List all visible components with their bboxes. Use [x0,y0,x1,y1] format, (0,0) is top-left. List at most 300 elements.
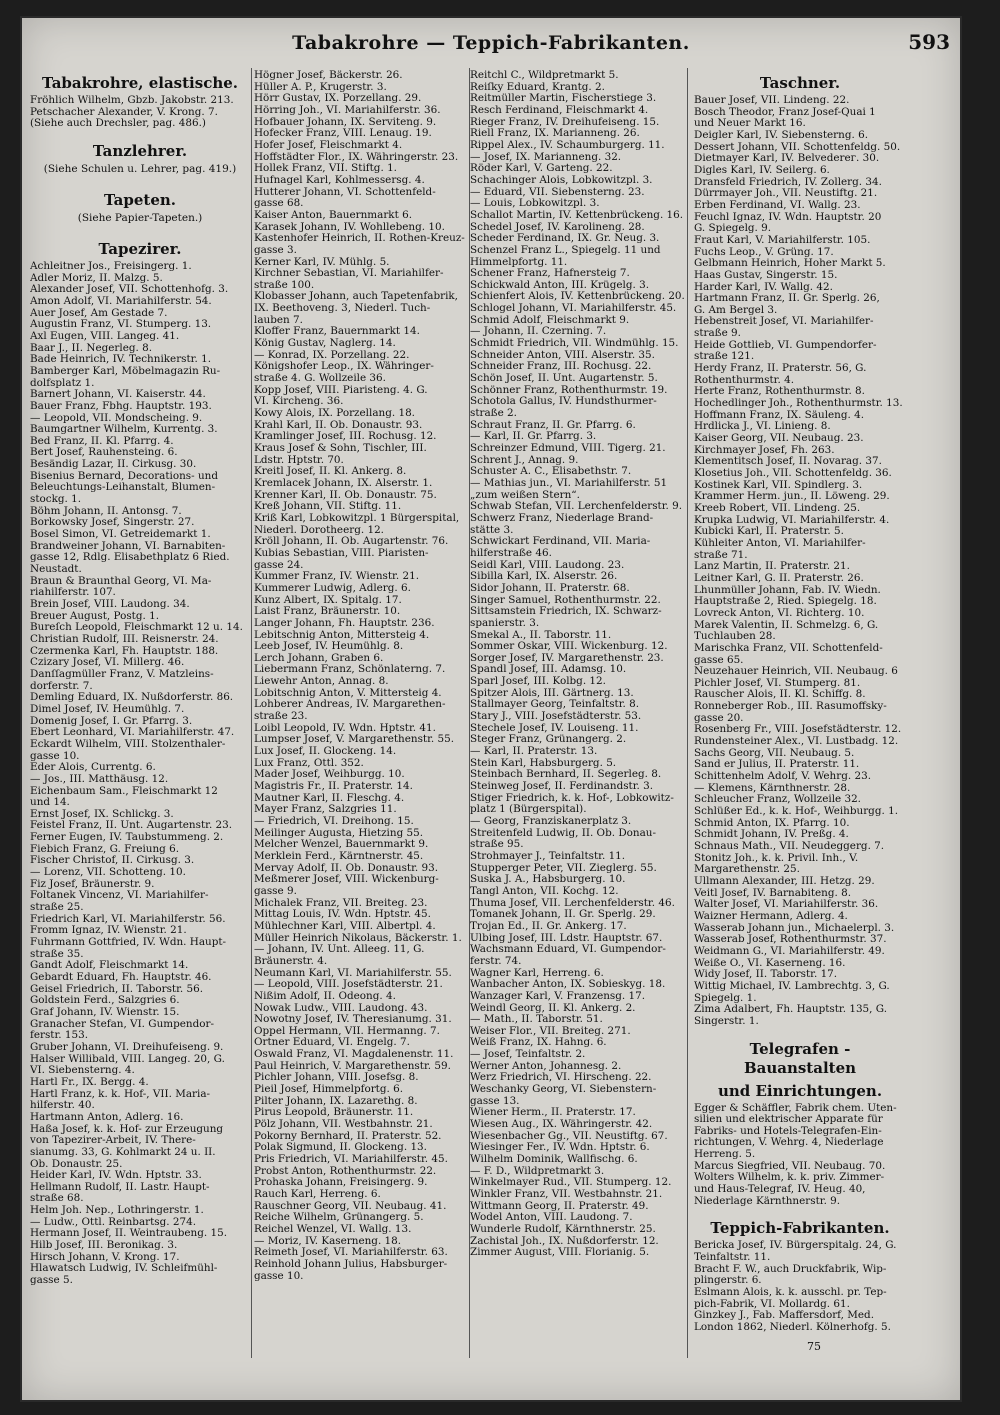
directory-entry: Spiegelg. 1. [694,992,757,1004]
directory-entry: — Leopold, VII. Mondscheing. 9. [30,412,203,424]
directory-entry: straße 25. [30,902,84,914]
directory-entry: Schwab Stefan, VII. Lerchenfelderstr. 9. [470,501,683,513]
directory-entry: Kreß Johann, VII. Stiftg. 11. [254,501,402,513]
directory-entry: Hoffmann Franz, IX. Säuleng. 4. [694,409,865,421]
directory-entry: Lhunmüller Johann, Fab. IV. Wiedn. [694,584,881,596]
directory-entry: Zima Adalbert, Fh. Hauptstr. 135, G. [694,1004,888,1016]
directory-entry: Herte Franz, Rothenthurmstr. 8. [694,386,865,398]
directory-entry: Marcus Siegfried, VII. Neubaug. 70. [694,1160,886,1172]
directory-entry: Schwickart Ferdinand, VII. Maria- [470,536,651,548]
directory-entry: Ferner Eugen, IV. Taubstummeng. 2. [30,832,224,844]
directory-entry: Mittag Louis, IV. Wdn. Hptstr. 45. [254,909,431,921]
directory-entry: Mautner Karl, II. Fleschg. 4. [254,792,405,804]
directory-entry: Gruber Johann, VI. Dreihufeiseng. 9. [30,1041,224,1053]
directory-entry: Eckardt Wilhelm, VIII. Stolzenthaler- [30,738,226,750]
directory-entry: straße 68. [30,1193,84,1205]
directory-entry: Fröhlich Wilhelm, Gbzb. Jakobstr. 213. [30,95,234,106]
directory-entry: Schön Josef, II. Unt. Augartenstr. 5. [470,373,658,385]
directory-entry: Beleuchtungs-Leihanstalt, Blumen- [30,482,216,494]
directory-entry: Breuer August, Postg. 1. [30,610,160,622]
directory-entry: Margarethenstr. 25. [694,864,800,876]
directory-entry: Fuhrmann Gottfried, IV. Wdn. Haupt- [30,937,227,949]
directory-entry: — Karl, II. Gr. Pfarrg. 3. [470,431,597,443]
directory-entry: Petschacher Alexander, V. Krong. 7. [30,106,218,118]
directory-entry: Bade Heinrich, IV. Technikerstr. 1. [30,354,212,366]
directory-entry: gasse 10. [30,750,80,762]
directory-entry: — Karl, II. Praterstr. 13. [470,746,598,758]
directory-entry: Wolters Wilhelm, k. k. priv. Zimmer- [694,1172,885,1184]
directory-entry: Spandl Josef, III. Adamsg. 10. [470,664,627,676]
directory-entry: Weschanky Georg, VI. Siebenstern- [470,1084,657,1096]
directory-entry: stätte 3. [470,524,514,536]
directory-entry: Pölz Johann, VII. Westbahnstr. 21. [254,1119,433,1131]
directory-entry: Heide Gottlieb, VI. Gumpendorfer- [694,339,877,351]
directory-entry: Meilinger Augusta, Hietzing 55. [254,827,424,839]
directory-entry: Christian Rudolf, III. Reisnerstr. 24. [30,633,219,645]
directory-entry: Scheder Ferdinand, IX. Gr. Neug. 3. [470,233,660,245]
directory-entry: Herreng. 5. [694,1149,756,1161]
directory-entry: Lanz Martin, II. Praterstr. 21. [694,561,850,573]
column-4 [694,70,906,1370]
directory-entry: Tangl Anton, VII. Kochg. 12. [470,885,619,897]
directory-entry: Werz Friedrich, VI. Hirscheng. 22. [470,1072,652,1084]
directory-entry: Hartmann Franz, II. Gr. Sperlg. 26, [694,293,880,305]
directory-entry: Schönner Franz, Rothenthurmstr. 19. [470,384,668,396]
directory-entry: Lux Franz, Ottl. 352. [254,757,364,769]
directory-entry: Bureſch Leopold, Fleischmarkt 12 u. 14. [30,622,243,634]
directory-entry: Lebitschnig Anton, Mittersteig 4. [254,629,430,641]
directory-entry: Wanbacher Anton, IX. Sobieskyg. 18. [470,979,666,991]
directory-entry: Hrdlicka J., VI. Linieng. 8. [694,421,831,433]
directory-entry: straße 71. [694,549,748,561]
directory-entry: Loibl Leopold, IV. Wdn. Hptstr. 41. [254,722,436,734]
directory-entry: Bericka Josef, IV. Bürgerspitalg. 24, G. [694,1240,897,1252]
directory-entry: Schrent J., Annag. 9. [470,454,579,466]
footer-mark: 75 [807,1340,821,1353]
directory-entry: lauben 7. [254,314,303,326]
directory-entry: straße 23. [254,711,308,723]
section-heading: Teppich-Fabrikanten. [710,1219,890,1238]
directory-entry: Fuchs Leop., V. Grüng. 17. [694,246,834,258]
directory-entry: Schlogel Johann, VI. Mariahilferstr. 45. [470,303,677,315]
directory-entry: Schwerz Franz, Niederlage Brand- [470,512,654,524]
directory-entry: Hofecker Franz, VIII. Lenaug. 19. [254,128,432,140]
directory-entry: Gelbmann Heinrich, Hoher Markt 5. [694,258,886,270]
directory-entry: Axl Eugen, VIII. Langeg. 41. [30,330,180,342]
directory-entry: Wiesen Aug., IX. Währingerstr. 42. [470,1119,653,1131]
directory-entry: London 1862, Niederl. Kölnerhofg. 5. [694,1322,891,1333]
directory-entry: Lobitschnig Anton, V. Mittersteig 4. [254,687,442,699]
directory-entry: Barnert Johann, VI. Kaiserstr. 44. [30,389,206,401]
directory-entry: Haas Gustav, Singerstr. 15. [694,269,838,281]
directory-entry: Niederl. Dorotheerg. 12. [254,524,384,536]
directory-entry: Seidl Karl, VIII. Laudong. 23. [470,559,625,571]
directory-entry: Reinhold Johann Julius, Habsburger- [254,1258,448,1270]
directory-entry: Ullmann Alexander, III. Hetzg. 29. [694,875,875,887]
directory-entry: — Louis, Lobkowitzpl. 3. [470,198,600,210]
directory-entry: Paul Heinrich, V. Margarethenstr. 59. [254,1060,451,1072]
directory-entry: straße 121. [694,351,755,363]
directory-entry: Hellmann Rudolf, II. Lastr. Haupt- [30,1181,210,1193]
section-heading: Telegrafen - Bauanstalten [743,1039,857,1077]
directory-entry: gasse 5. [30,1275,73,1287]
directory-entry: Niederlage Kärnthnerstr. 9. [694,1195,841,1207]
directory-entry: pich-Fabrik, VI. Mollardg. 61. [694,1298,850,1310]
directory-entry: und 14. [30,797,70,809]
directory-entry: Stonitz Joh., k. k. Privil. Inh., V. [694,852,859,864]
directory-entry: und Haus-Telegraf, IV. Heug. 40, [694,1184,866,1196]
directory-entry: Hebenstreit Josef, VI. Mariahilfer- [694,316,874,328]
directory-entry: Schittenhelm Adolf, V. Wehrg. 23. [694,771,871,783]
directory-entry: gasse 13. [470,1095,520,1107]
directory-entry: Pokorny Bernhard, II. Praterstr. 52. [254,1130,442,1142]
directory-entry: Klosetius Joh., VII. Schottenfeldg. 36. [694,468,892,479]
directory-entry: Sand er Julius, II. Praterstr. 11. [694,759,860,771]
directory-entry: Neuzehauer Heinrich, VII. Neubaug. 6 [694,666,898,678]
directory-entry: Smekal A., II. Taborstr. 11. [470,629,612,641]
directory-entry: dorferstr. 7. [30,680,93,692]
directory-entry: Lohberer Andreas, IV. Margarethen- [254,699,446,711]
directory-entry: hilferstr. 40. [30,1100,95,1112]
directory-entry: Hofbauer Johann, IX. Serviteng. 9. [254,116,437,128]
directory-entry: Fiz Josef, Bräunerstr. 9. [30,878,155,890]
directory-entry: Halser Willibald, VIII. Langeg. 20, G. [30,1053,225,1065]
directory-entry: Marischka Franz, VII. Schottenfeld- [694,642,883,654]
section-heading: Tapezirer. [98,239,182,258]
directory-entry: Schickwald Anton, III. Krügelg. 3. [470,279,649,291]
directory-entry: Schneider Anton, VIII. Alserstr. 35. [470,349,655,361]
directory-entry: Kaiser Georg, VII. Neubaug. 23. [694,433,864,445]
directory-entry: Oswald Franz, VI. Magdalenenstr. 11. [254,1049,454,1061]
section-gap [30,130,250,138]
directory-entry: Himmelpfortg. 11. [470,256,568,268]
directory-entry: Bisenius Bernard, Decorations- und [30,470,218,482]
directory-entry: Feistel Franz, II. Unt. Augartenstr. 23. [30,820,233,832]
directory-entry: Rauscher Alois, II. Kl. Schiffg. 8. [694,689,866,701]
directory-entry: Pieil Josef, Himmelpfortg. 6. [254,1084,404,1096]
directory-entry: Mayer Franz, Salzgries 11. [254,804,397,816]
directory-entry: Hutterer Johann, VI. Schottenfeld- [254,186,436,198]
directory-entry: Schener Franz, Hafnersteig 7. [470,268,630,280]
directory-entry: Zachistal Joh., IX. Nußdorferstr. 12. [470,1235,659,1247]
directory-entry: Achleitner Jos., Freisingerg. 1. [30,260,192,272]
directory-entry: Trojan Ed., II. Gr. Ankerg. 17. [470,920,627,932]
directory-entry: Sachs Georg, VII. Neubaug. 5. [694,747,855,759]
directory-entry: Resch Ferdinand, Fleischmarkt 4. [470,104,649,116]
section-heading: Tabakrohre, elastische. [41,74,239,92]
directory-entry: Ulbing Josef, III. Ldstr. Hauptstr. 67. [470,932,663,944]
directory-entry: Eslmann Alois, k. k. ausschl. pr. Tep- [694,1287,887,1299]
directory-entry: Sibilla Karl, IX. Alserstr. 26. [470,571,618,583]
directory-entry: Gebardt Eduard, Fh. Hauptstr. 46. [30,972,212,983]
directory-entry: — Lorenz, VII. Schotteng. 10. [30,867,186,879]
directory-entry: Eder Alois, Currentg. 6. [30,762,156,774]
directory-entry: Stupperger Peter, VII. Zieglerg. 55. [470,862,657,874]
directory-entry: Walter Josef, VI. Mariahilferstr. 36. [694,899,879,911]
directory-entry: Kröll Johann, II. Ob. Augartenstr. 76. [254,536,449,548]
directory-entry: Rippel Alex., IV. Schaumburgerg. 11. [470,139,665,151]
directory-entry: Ldstr. Hptstr. 70. [254,454,344,466]
directory-entry: Rauch Karl, Herreng. 6. [254,1189,381,1200]
directory-entry: Pichler Johann, VIII. Josefsg. 8. [254,1072,419,1084]
page-title: Tabakrohre — Teppich-Fabrikanten. [292,32,690,54]
directory-entry: Kraus Josef & Sohn, Tischler, III. [254,443,427,454]
directory-entry: Pris Friedrich, VI. Mariahilferstr. 45. [254,1154,448,1166]
directory-entry: Bauer Franz, Fbhg. Hauptstr. 193. [30,400,212,412]
directory-entry: Stallmayer Georg, Teinfaltstr. 8. [470,699,640,711]
directory-entry: Wasserab Johann jun., Michaelerpl. 3. [694,922,895,934]
section-heading: Tanzlehrer. [92,141,188,160]
directory-entry: richtungen, V. Wehrg. 4, Niederlage [694,1137,884,1149]
directory-entry: Geisel Friedrich, II. Taborstr. 56. [30,983,204,995]
directory-entry: gasse 10. [254,1270,304,1282]
directory-entry: Polak Sigmund, II. Glockeng. 13. [254,1142,427,1154]
column-3 [470,70,692,1370]
directory-entry: Hlawatsch Ludwig, IV. Schleifmühl- [30,1263,218,1275]
directory-entry: Dietmayer Karl, IV. Belvederег. 30. [694,153,880,165]
section-gap [694,1028,906,1036]
directory-entry: Neumann Karl, VI. Mariahilferstr. 55. [254,967,452,979]
directory-entry: Neustadt. [30,564,82,576]
directory-entry: Leitner Karl, G. II. Praterstr. 26. [694,572,864,584]
directory-entry: Thuma Josef, VII. Lerchenfelderstr. 46. [470,897,675,909]
directory-entry: Schenzel Franz L., Spiegelg. 11 und [470,244,661,256]
directory-entry: Kreeb Robert, VII. Lindeng. 25. [694,502,861,514]
directory-entry: G. Am Bergel 3. [694,304,778,316]
column-1 [30,70,250,1370]
directory-entry: Nißim Adolf, II. Odeong. 4. [254,990,396,1002]
directory-entry: Hartmann Anton, Adlerg. 16. [30,1111,184,1123]
directory-entry: Haßa Josef, k. k. Hof- zur Erzeugung [30,1123,224,1135]
directory-entry: Egger & Schäffler, Fabrik chem. Uten- [694,1102,897,1114]
directory-entry: Hermann Josef, II. Weintraubeng. 15. [30,1228,228,1240]
directory-entry: Steger Franz, Grünangerg. 2. [470,734,627,746]
directory-entry: Kirchmayer Josef, Fh. 263. [694,444,835,456]
directory-entry: — Josef, IX. Marianneng. 32. [470,151,622,163]
directory-entry: Winkelmayer Rud., VII. Stumperg. 12. [470,1177,672,1189]
directory-entry: Adler Moriz, II. Malzg. 5. [30,272,163,284]
directory-entry: Schachinger Alois, Lobkowitzpl. 3. [470,174,653,186]
directory-entry: Reiche Wilhelm, Grünangerg. 5. [254,1212,424,1224]
directory-entry: Ginzkey J., Fab. Maffersdorf, Med. [694,1310,874,1322]
directory-entry: — Eduard, VII. Siebensterng. 23. [470,186,645,198]
directory-entry: Mühlechner Karl, VIII. Albertpl. 4. [254,920,436,932]
directory-entry: Kerner Karl, IV. Mühlg. 5. [254,256,390,268]
directory-entry: G. Spiegelg. 9. [694,223,772,235]
directory-entry: Demling Eduard, IX. Nußdorferstr. 86. [30,692,234,704]
directory-entry: Suska J. A., Habsburgerg. 10. [470,874,626,886]
directory-entry: Kunz Albert, IX. Spitalg. 17. [254,594,402,606]
directory-entry: gasse 12, Rdlg. Elisabethplatz 6 Ried. [30,552,230,564]
directory-entry: Kreitl Josef, II. Kl. Ankerg. 8. [254,466,407,478]
directory-entry: Steinweg Josef, II. Ferdinandstr. 3. [470,781,654,793]
directory-entry: straße 2. [470,408,517,420]
directory-entry: Ortner Eduard, VI. Engelg. 7. [254,1037,410,1049]
directory-entry: Prohaska Johann, Freisingerg. 9. [254,1177,428,1189]
directory-entry: Amon Adolf, VI. Mariahilferstr. 54. [30,295,212,307]
directory-entry: Hüller A. P., Krugerstr. 3. [254,81,387,93]
directory-entry: Rundensteiner Alex., VI. Lustbadg. 12. [694,736,899,748]
directory-entry: Lerch Johann, Graben 6. [254,652,384,664]
directory-entry: Klementitsch Josef, II. Novarag. 37. [694,456,882,468]
directory-entry: Röder Karl, V. Garteng. 22. [470,163,613,175]
directory-entry: Wiener Herm., II. Praterstr. 17. [470,1107,636,1119]
directory-entry: Hartl Fr., IX. Bergg. 4. [30,1076,149,1088]
directory-entry: Schleucher Franz, Wollzeile 32. [694,794,861,806]
directory-entry: Hilb Josef, III. Beronikag. 3. [30,1240,178,1252]
directory-entry: Teinfaltstr. 11. [694,1252,771,1264]
directory-entry: Bracht F. W., auch Druckfabrik, Wip- [694,1263,887,1275]
directory-entry: Schnaus Math., VII. Neudeggerg. 7. [694,841,885,852]
directory-entry: Magistris Fr., II. Praterstr. 14. [254,781,413,793]
directory-entry: Nowotny Josef, IV. Theresianumg. 31. [254,1014,452,1026]
directory-entry: Wiesenbacher Gg., VII. Neustiftg. 67. [470,1130,668,1142]
directory-entry: Fiebich Franz, G. Freiung 6. [30,843,180,855]
directory-entry: Goldstein Ferd., Salzgries 6. [30,995,180,1007]
directory-entry: Reitmüller Martin, Fischerstiege 3. [470,93,657,105]
directory-entry: Danſſagmüller Franz, V. Matzleins- [30,668,214,680]
directory-entry: Kremlacek Johann, IX. Alserstr. 1. [254,477,433,489]
directory-entry: silien und elektrischer Apparate für [694,1114,883,1126]
directory-entry: Domenig Josef, I. Gr. Pfarrg. 3. [30,715,193,727]
directory-entry: Kubicki Karl, II. Praterstr. 5. [694,526,844,538]
directory-entry: straße 35. [30,948,84,960]
directory-entry: Streitenfeld Ludwig, II. Ob. Donau- [470,827,657,839]
directory-entry: Schmidt Johann, IV. Preßg. 4. [694,829,849,841]
directory-entry: Rosenberg Fr., VIII. Josefstädterstr. 12. [694,724,902,736]
directory-entry: Hörr Gustav, IX. Porzellang. 29. [254,93,422,105]
directory-entry: Gandt Adolf, Fleischmarkt 14. [30,960,189,972]
directory-entry: Weidmann G., VI. Mariahilferstr. 49. [694,945,885,957]
directory-entry: Heider Karl, IV. Wdn. Hptstr. 33. [30,1170,202,1182]
directory-entry: Schreinzer Edmund, VIII. Tigerg. 21. [470,443,666,454]
directory-entry: von Tapezirer-Arbeit, IV. There- [30,1135,196,1147]
directory-entry: Nowak Ludw., VIII. Laudong. 43. [254,1002,428,1014]
directory-entry: Werner Anton, Johannesg. 2. [470,1060,622,1072]
directory-entry: Fischer Christof, II. Cirkusg. 3. [30,855,195,867]
directory-entry: Hollek Franz, VII. Stiftg. 1. [254,163,397,175]
directory-entry: — Mathias jun., VI. Mariahilferstr. 51 [470,477,668,489]
directory-entry: Kühleiter Anton, VI. Mariahilfer- [694,537,866,549]
section-gap [30,228,250,236]
directory-entry: Digles Karl, IV. Seilerg. 6. [694,164,830,176]
directory-entry: Veitl Josef, IV. Barnabiteng. 8. [694,887,852,899]
directory-entry: Rothenthurmstr. 4. [694,374,795,386]
directory-entry: Wunderle Rudolf, Kärnthnerstr. 25. [470,1223,656,1235]
directory-entry: Reitchl C., Wildpretmarkt 5. [470,70,619,81]
directory-entry: und Neuer Markt 16. [694,118,806,130]
section-gap [30,179,250,187]
directory-entry: straße 4. G. Wollzeile 36. [254,373,386,385]
directory-entry: Langer Johann, Fh. Hauptstr. 236. [254,617,435,629]
directory-entry: IX. Beethoveng. 3, Niederl. Tuch- [254,303,431,315]
directory-entry: Melcher Wenzel, Bauernmarkt 9. [254,839,429,851]
directory-entry: Dimel Josef, IV. Heumühlg. 7. [30,703,185,715]
directory-entry: Herdy Franz, II. Praterstr. 56, G. [694,363,867,375]
directory-entry: Müller Heinrich Nikolaus, Bäckerstr. 1. [254,932,462,944]
directory-entry: — Jos., III. Matthäusg. 12. [30,773,169,785]
directory-entry: Liebermann Franz, Schönlaterng. 7. [254,664,446,676]
directory-entry: Helm Joh. Nep., Lothringerstr. 1. [30,1205,204,1217]
directory-entry: Schmid Adolf, Fleischmarkt 9. [470,314,630,326]
directory-entry: Liewehr Anton, Annag. 8. [254,676,389,688]
directory-entry: Foltanek Vincenz, VI. Mariahilfer- [30,890,209,902]
directory-entry: Wiesinger Fer., IV. Wdn. Hptstr. 6. [470,1142,650,1154]
directory-entry: riahilferstr. 107. [30,587,116,599]
directory-entry: Wasserab Josef, Rothenthurmstr. 37. [694,934,887,946]
directory-entry: Mader Josef, Weihburgg. 10. [254,769,405,781]
directory-entry: Lumpser Josef, V. Margarethenstr. 55. [254,734,455,746]
directory-entry: Königshofer Leop., IX. Währinger- [254,361,434,373]
directory-entry: — Johann, IV. Unt. Alleeg. 11, G. [254,944,425,956]
directory-entry: Böhm Johann, II. Antonsg. 7. [30,505,182,517]
directory-entry: Winkler Franz, VII. Westbahnstr. 21. [470,1189,663,1200]
directory-entry: Michalek Franz, VII. Breiteg. 23. [254,897,428,909]
directory-entry: Feuchl Ignaz, IV. Wdn. Hauptstr. 20 [694,211,882,223]
directory-entry: Schedel Josef, IV. Karolineng. 28. [470,221,645,233]
cross-reference: (Siehe Schulen u. Lehrer, pag. 419.) [43,162,237,175]
directory-entry: — Ludw., Ottl. Reinbartsg. 274. [30,1216,197,1228]
directory-entry: Pilter Johann, IX. Lazarethg. 8. [254,1095,418,1107]
directory-entry: Tuchlauben 28. [694,631,776,643]
directory-entry: — Josef, Teinfaltstr. 2. [470,1049,586,1061]
directory-entry: Schuster A. C., Elisabethstr. 7. [470,466,632,478]
directory-entry: Schotola Gallus, IV. Hundsthurmer- [470,396,657,408]
directory-entry: Hufnagel Karl, Kohlmessersg. 4. [254,174,425,186]
directory-entry: Wittig Michael, IV. Lambrechtg. 3, G. [694,980,890,992]
column-2 [254,70,472,1370]
directory-entry: Bauer Josef, VII. Lindeng. 22. [694,95,850,106]
directory-entry: Sparl Josef, III. Kolbg. 12. [470,676,606,688]
directory-entry: Weiß Franz, IX. Hahng. 6. [470,1037,607,1049]
directory-entry: Sidor Johann, II. Praterstr. 68. [470,582,630,594]
directory-entry: — Leopold, VIII. Josefstädterstr. 21. [254,979,443,991]
directory-entry: Riell Franz, IX. Marianneng. 26. [470,128,640,140]
directory-entry: Bert Josef, Rauhensteing. 6. [30,447,178,459]
directory-entry: Kummerer Ludwig, Adlerg. 6. [254,582,411,594]
directory-entry: Fraut Karl, V. Mariahilferstr. 105. [694,234,871,246]
directory-entry: Marek Valentin, II. Schmelzg. 6, G. [694,619,879,631]
directory-entry: Borkowsky Josef, Singerstr. 27. [30,517,195,529]
directory-entry: Ernst Josef, IX. Schlickg. 3. [30,808,174,820]
directory-entry: straße 95. [470,839,524,851]
directory-entry: Sittsamstein Friedrich, IX. Schwarz- [470,606,662,618]
directory-entry: Wodel Anton, VIII. Laudong. 7. [470,1212,633,1224]
directory-entry: Waizner Hermann, Adlerg. 4. [694,910,848,922]
directory-page [22,18,960,1400]
directory-entry: Sommer Oskar, VIII. Wickenburg. 12. [470,641,668,653]
directory-entry: Wachsmann Eduard, VI. Gumpendor- [470,944,666,956]
directory-entry: Strohmayer J., Teinfaltstr. 11. [470,850,626,862]
directory-entry: Schneider Franz, III. Rochusg. 22. [470,361,652,373]
directory-entry: dolfsplatz 1. [30,377,95,389]
directory-entry: Czizary Josef, VI. Millerg. 46. [30,657,185,669]
directory-entry: Fromm Ignaz, IV. Wienstr. 21. [30,925,187,937]
directory-entry: Steinbach Bernhard, II. Segerleg. 8. [470,769,662,781]
directory-entry: Rauschner Georg, VII. Neubaug. 41. [254,1200,447,1212]
directory-entry: Laist Franz, Bräunerstr. 10. [254,606,401,618]
directory-entry: Dessert Johann, VII. Schottenfeldg. 50. [694,141,901,153]
directory-entry: — Friedrich, VI. Dreihong. 15. [254,816,414,827]
directory-entry: Schmidt Friedrich, VII. Windmühlg. 15. [470,338,679,350]
directory-entry: Kramlinger Josef, III. Rochusg. 12. [254,431,437,443]
directory-entry: Singerstr. 1. [694,1015,759,1027]
directory-entry: Hauptstraße 2, Ried. Spiegelg. 18. [694,596,877,608]
directory-entry: Besändig Lazar, II. Cirkusg. 30. [30,459,197,471]
directory-entry: Kummer Franz, IV. Wienstr. 21. [254,571,420,583]
directory-entry: Alexander Josef, VII. Schottenhofg. 3. [30,284,229,296]
directory-entry: Kloffer Franz, Bauernmarkt 14. [254,326,420,338]
